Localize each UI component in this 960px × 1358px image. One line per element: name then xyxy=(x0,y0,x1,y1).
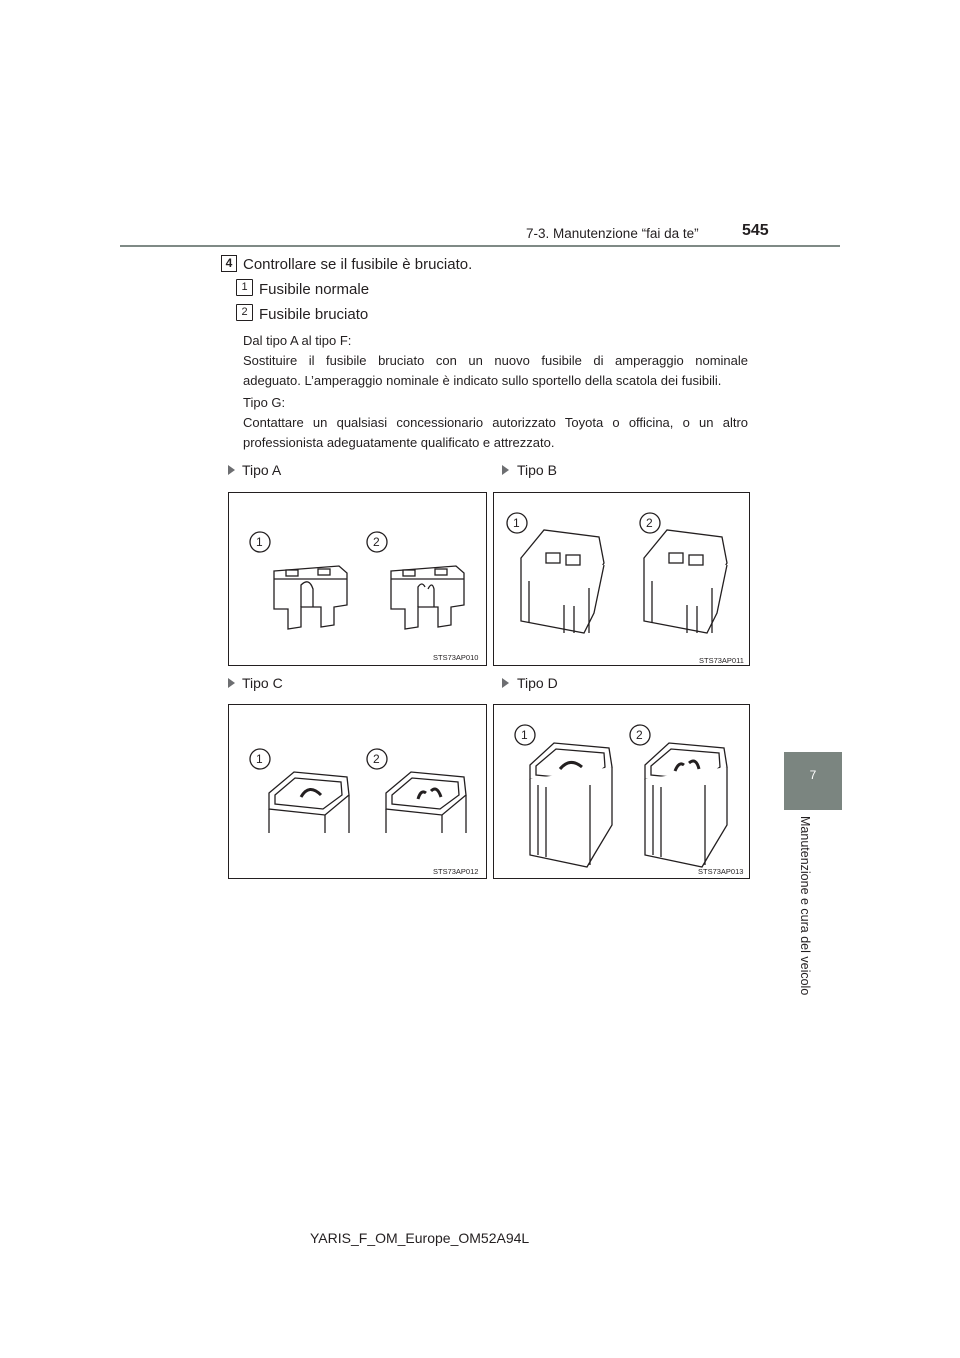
chapter-number: 7 xyxy=(809,768,817,782)
figure-code: STS73AP010 xyxy=(433,653,479,662)
step-number-box: 4 xyxy=(221,255,237,272)
type-g-text-line-1: Contattare un qualsiasi concessionario autorizzato Toyota o officina, o un altro xyxy=(243,415,748,430)
figure-type-a xyxy=(228,492,487,666)
item-marker-2: 2 xyxy=(236,304,253,321)
types-a-f-text-line-2: adeguato. L’amperaggio nominale è indicato sullo sportello della scatola dei fusibili. xyxy=(243,373,722,388)
chapter-title: Manutenzione e cura del veicolo xyxy=(798,816,812,996)
figure-code: STS73AP011 xyxy=(699,656,744,665)
figure-label-type-c: Tipo C xyxy=(242,675,283,691)
item-label-blown-fuse: Fusibile bruciato xyxy=(259,306,369,323)
fuse-type-d-illustration xyxy=(494,705,751,880)
fuse-type-b-illustration xyxy=(494,493,751,667)
section-title: 7-3. Manutenzione “fai da te” xyxy=(526,226,699,241)
fuse-type-c-illustration xyxy=(229,705,488,880)
figure-marker-1: 1 xyxy=(521,728,528,742)
bullet-triangle-icon xyxy=(228,465,235,475)
step-instruction: Controllare se il fusibile è bruciato. xyxy=(243,256,473,273)
chapter-title-container xyxy=(776,816,816,1006)
type-g-text-line-2: professionista adeguatamente qualificato e attrezzato. xyxy=(243,435,555,450)
figure-marker-2: 2 xyxy=(636,728,643,742)
bullet-triangle-icon xyxy=(502,465,509,475)
header-divider xyxy=(120,245,840,247)
figure-label-type-a: Tipo A xyxy=(242,462,282,478)
figure-label-type-d: Tipo D xyxy=(517,675,558,691)
figure-marker-2: 2 xyxy=(373,535,380,549)
figure-marker-1: 1 xyxy=(256,535,263,549)
item-label-normal-fuse: Fusibile normale xyxy=(259,281,370,298)
bullet-triangle-icon xyxy=(502,678,509,688)
document-code: YARIS_F_OM_Europe_OM52A94L xyxy=(310,1230,530,1246)
figure-marker-2: 2 xyxy=(646,516,653,530)
figure-code: STS73AP013 xyxy=(698,867,744,876)
types-a-f-text-line-1: Sostituire il fusibile bruciato con un nuovo fusibile di amperaggio nominale xyxy=(243,353,748,368)
figure-type-c xyxy=(228,704,487,879)
item-marker-1: 1 xyxy=(236,279,253,296)
figure-code: STS73AP012 xyxy=(433,867,479,876)
figure-marker-2: 2 xyxy=(373,752,380,766)
types-a-f-heading: Dal tipo A al tipo F: xyxy=(243,333,352,348)
figure-marker-1: 1 xyxy=(256,752,263,766)
fuse-type-a-illustration xyxy=(229,493,488,667)
type-g-heading: Tipo G: xyxy=(243,395,286,410)
figure-marker-1: 1 xyxy=(513,516,520,530)
figure-label-type-b: Tipo B xyxy=(517,462,557,478)
figure-type-b xyxy=(493,492,750,666)
page-number: 545 xyxy=(742,222,769,239)
figure-type-d xyxy=(493,704,750,879)
bullet-triangle-icon xyxy=(228,678,235,688)
